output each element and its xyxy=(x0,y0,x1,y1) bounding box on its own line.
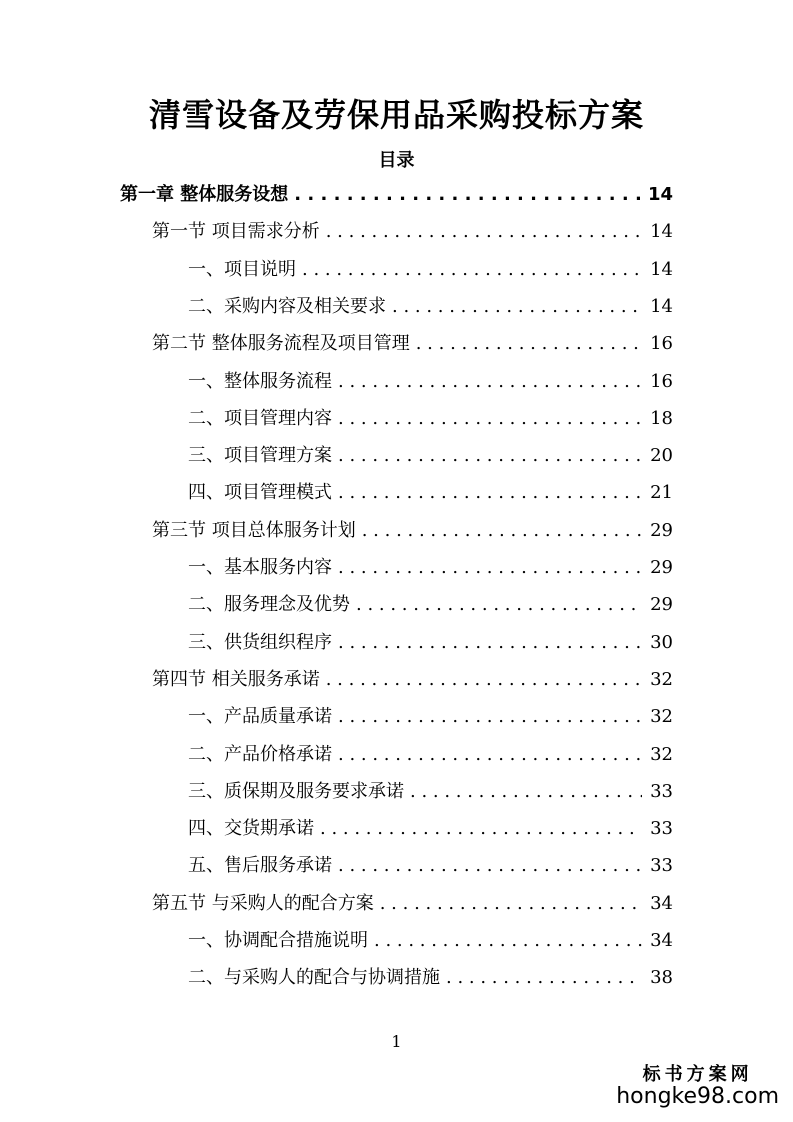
toc-entry[interactable] xyxy=(188,441,673,471)
toc-entry-label: 五、售后服务承诺 xyxy=(188,855,332,877)
toc-entry-page: 33 xyxy=(650,780,673,802)
toc-entry-label: 三、质保期及服务要求承诺 xyxy=(188,780,404,802)
toc-entry-label: 一、基本服务内容 xyxy=(188,557,332,578)
toc-entry[interactable] xyxy=(188,926,673,956)
toc-dot-leader xyxy=(326,665,642,695)
toc-dot-leader xyxy=(338,478,642,508)
toc-entry-label: 一、产品质量承诺 xyxy=(188,706,332,728)
toc-entry-label: 第二节 整体服务流程及项目管理 xyxy=(152,333,410,355)
toc-dot-leader xyxy=(338,851,642,881)
toc-dot-leader xyxy=(338,740,642,770)
toc-entry[interactable] xyxy=(188,702,673,732)
toc-entry-label: 一、项目说明 xyxy=(188,258,296,280)
toc-entry-page: 21 xyxy=(650,482,673,504)
toc-dot-leader xyxy=(374,926,642,956)
toc-entry-page: 38 xyxy=(650,967,673,989)
toc-entry-page: 34 xyxy=(650,892,673,914)
toc-dot-leader xyxy=(392,292,642,322)
toc-dot-leader xyxy=(302,255,642,285)
toc-entry[interactable] xyxy=(120,180,673,210)
toc-dot-leader xyxy=(362,516,642,546)
toc-entry-page: 33 xyxy=(650,855,673,877)
page-title: 清雪设备及劳保用品采购投标方案 xyxy=(148,96,644,134)
toc-entry[interactable] xyxy=(188,963,673,993)
toc-entry-page: 16 xyxy=(650,333,673,355)
toc-entry[interactable] xyxy=(152,217,673,247)
toc-entry-label: 第一节 项目需求分析 xyxy=(152,221,320,243)
toc-entry[interactable] xyxy=(188,255,673,285)
watermark-logo xyxy=(616,1060,779,1108)
toc-entry-page: 29 xyxy=(650,519,673,541)
toc-entry[interactable] xyxy=(188,740,673,770)
toc-entry-label: 二、项目管理内容 xyxy=(188,407,332,429)
toc-entry-label: 第四节 相关服务承诺 xyxy=(152,668,320,690)
toc-dot-leader xyxy=(338,404,642,434)
toc-entry-label: 四、项目管理模式 xyxy=(188,482,332,504)
toc-entry-page: 14 xyxy=(650,258,673,280)
toc-dot-leader xyxy=(326,217,642,247)
toc-entry[interactable] xyxy=(188,478,673,508)
toc-entry-label: 第三节 项目总体服务计划 xyxy=(152,519,356,541)
toc-dot-leader xyxy=(380,889,642,919)
toc-entry-page: 32 xyxy=(650,668,673,690)
toc-dot-leader xyxy=(410,777,642,807)
toc-entry[interactable] xyxy=(152,329,673,359)
toc-entry-label: 二、产品价格承诺 xyxy=(188,743,332,765)
toc-entry-page: 32 xyxy=(650,706,673,728)
toc-entry[interactable] xyxy=(152,889,673,919)
toc-entry-page: 29 xyxy=(650,594,673,616)
toc-entry-page: 29 xyxy=(650,557,673,578)
watermark-url: hongke98.com xyxy=(616,1084,779,1109)
toc-entry[interactable] xyxy=(188,628,673,658)
toc-entry[interactable] xyxy=(188,553,673,583)
toc-heading: 目录 xyxy=(378,150,415,171)
toc-entry-page: 18 xyxy=(650,407,673,429)
toc-dot-leader xyxy=(338,702,642,732)
toc-dot-leader xyxy=(320,814,642,844)
toc-entry-label: 第五节 与采购人的配合方案 xyxy=(152,892,374,914)
toc-dot-leader xyxy=(338,441,642,471)
toc-dot-leader xyxy=(338,553,642,583)
toc-entry-page: 16 xyxy=(650,370,673,392)
toc-entry-label: 一、整体服务流程 xyxy=(188,370,332,392)
toc-entry[interactable] xyxy=(152,665,673,695)
toc-entry-label: 三、供货组织程序 xyxy=(188,631,332,653)
toc-dot-leader xyxy=(294,180,640,210)
toc-dot-leader xyxy=(446,963,642,993)
page-number: 1 xyxy=(391,1032,402,1051)
toc-entry[interactable] xyxy=(188,404,673,434)
toc-entry-page: 14 xyxy=(647,184,673,205)
toc-entry[interactable] xyxy=(188,814,673,844)
toc-dot-leader xyxy=(416,329,642,359)
toc-entry-page: 30 xyxy=(650,631,673,653)
toc-entry-page: 14 xyxy=(650,221,673,243)
toc-dot-leader xyxy=(356,590,642,620)
toc-entry-label: 四、交货期承诺 xyxy=(188,818,314,840)
toc-entry-page: 32 xyxy=(650,743,673,765)
toc-entry-label: 第一章 整体服务设想 xyxy=(120,184,289,205)
toc-dot-leader xyxy=(338,367,642,397)
toc-entry[interactable] xyxy=(188,851,673,881)
toc-entry-label: 三、项目管理方案 xyxy=(188,445,332,467)
toc-entry[interactable] xyxy=(188,292,673,322)
toc-entry-page: 14 xyxy=(650,295,673,317)
toc-entry-label: 二、服务理念及优势 xyxy=(188,594,350,616)
toc-entry[interactable] xyxy=(188,590,673,620)
toc-dot-leader xyxy=(338,628,642,658)
toc-entry-page: 33 xyxy=(650,818,673,840)
toc-entry-label: 二、采购内容及相关要求 xyxy=(188,295,386,317)
watermark-text: 标书方案网 xyxy=(642,1064,753,1085)
toc-entry-page: 34 xyxy=(650,930,673,951)
toc-entry[interactable] xyxy=(188,367,673,397)
toc-entry[interactable] xyxy=(152,516,673,546)
toc-entry-label: 二、与采购人的配合与协调措施 xyxy=(188,967,440,989)
toc-entry[interactable] xyxy=(188,777,673,807)
toc-entry-label: 一、协调配合措施说明 xyxy=(188,930,368,951)
toc-entry-page: 20 xyxy=(650,445,673,467)
